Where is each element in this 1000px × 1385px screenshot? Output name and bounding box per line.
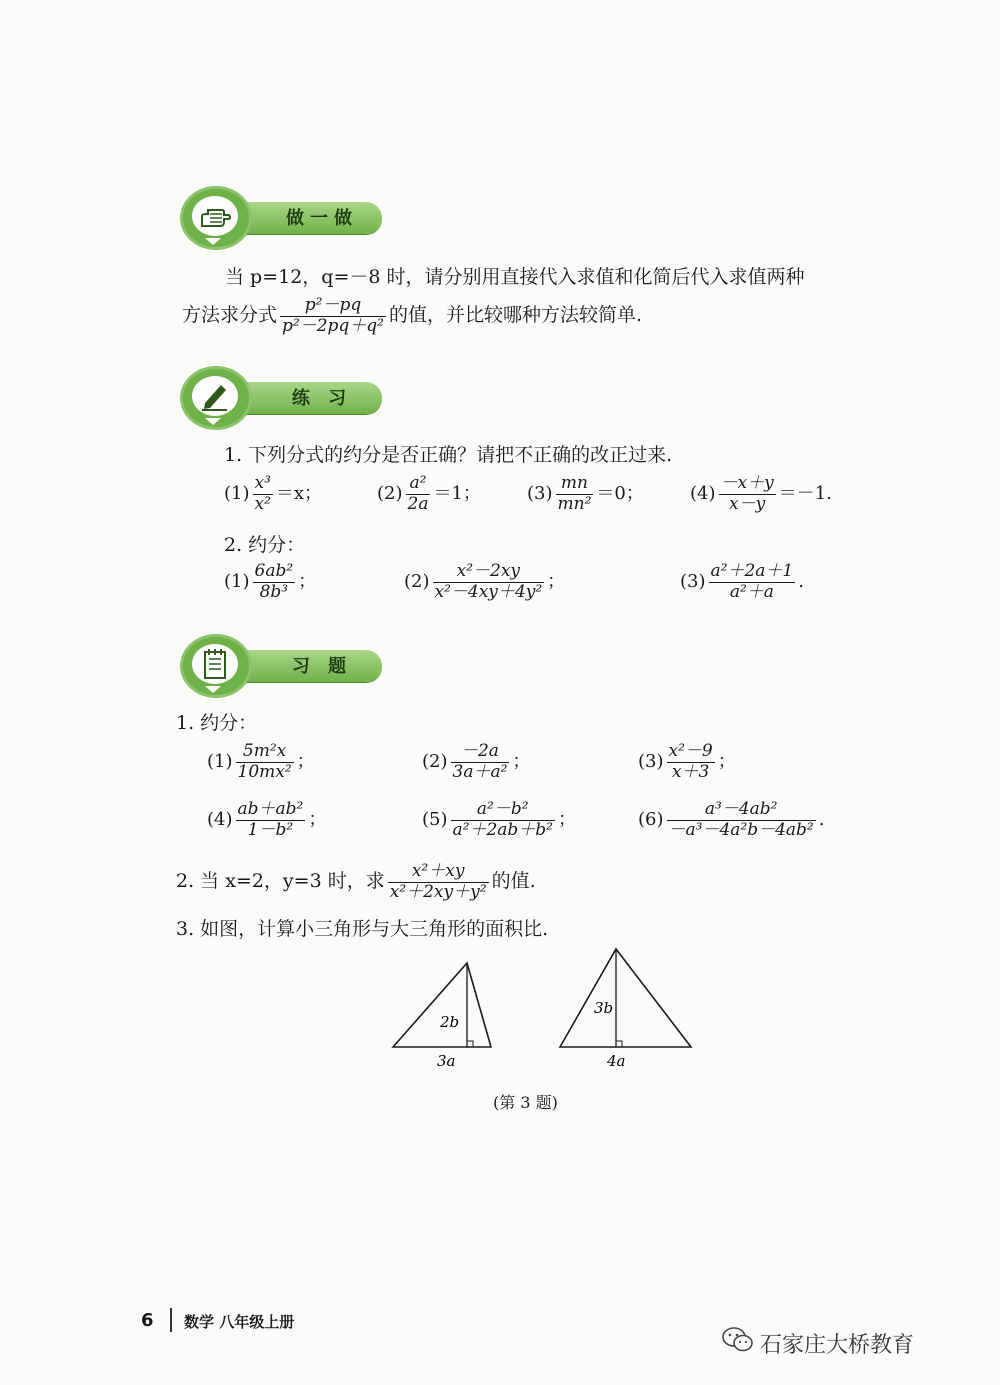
watermark-text: 石家庄大桥教育 [760, 1333, 915, 1358]
practice-q2-item-1: (1) $\frac{\text{6ab²}}{\text{8b³}}$ ； [224, 561, 317, 602]
practice-q1-item-4: (4) $\frac{-x+y}{x-y}$ ＝－1. [690, 473, 832, 514]
do-banner-title: 做一做 [286, 208, 358, 229]
practice-q1-item-2: (2) $\frac{\text{a²}}{2a}$ ＝1； [377, 473, 481, 514]
exercise-q2-fraction: $\frac{\text{x²＋xy}}{\text{x²＋2xy＋y²}}$ [389, 861, 487, 902]
do-line-2-post: 的值，并比较哪种方法较简单. [389, 304, 643, 327]
exercise-q1-item-3: (3) $\frac{\text{x²－9}}{x+3}$ ； [638, 741, 736, 782]
pencil-icon [199, 381, 231, 411]
exercise-q1-item-6: (6) $\frac{\text{a³－4ab²}}{\text{－a³－4a²b－4ab²}}$ . [638, 799, 825, 840]
practice-banner-title: 练 习 [291, 388, 353, 409]
practice-q1: 1. 下列分式的约分是否正确？请把不正确的改正过来. [224, 444, 673, 466]
triangles-figure [385, 945, 705, 1075]
hand-icon [198, 202, 232, 230]
exercise-q3: 3. 如图，计算小三角形与大三角形的面积比. [176, 918, 549, 940]
do-line-1: 当 p=12，q=－8 时，请分别用直接代入求值和化简后代入求值两种 [225, 266, 805, 288]
big-height-label: 3b [594, 999, 614, 1017]
practice-q2-item-2: (2) $\frac{\text{x²－2xy}}{\text{x²－4xy＋4y²}}$ ； [404, 561, 566, 602]
practice-q2: 2. 约分： [224, 534, 306, 556]
notebook-icon [201, 648, 229, 680]
book-title: 数学 八年级上册 [184, 1313, 295, 1331]
exercise-q1: 1. 约分： [176, 712, 258, 734]
exercise-banner [180, 644, 385, 688]
practice-q2-item-3: (3) $\frac{\text{a²＋2a＋1}}{\text{a²＋a}}$ . [680, 561, 804, 602]
exercise-banner-title: 习 题 [291, 656, 353, 677]
do-fraction [280, 296, 386, 336]
do-line-2-pre: 方法求分式 [182, 304, 278, 327]
big-triangle [560, 949, 691, 1047]
exercise-q1-item-5: (5) $\frac{\text{a²－b²}}{\text{a²＋2ab＋b²}}$ ； [422, 799, 576, 840]
practice-q1-item-3: (3) $\frac{mn}{\text{mn²}}$ ＝0； [527, 473, 644, 514]
do-fraction-den: p²－2pq＋q² [282, 315, 384, 336]
practice-banner [180, 376, 385, 420]
practice-q1-item-1: (1) $\frac{\text{x³}}{\text{x²}}$ ＝x； [224, 473, 323, 514]
footer-divider [170, 1308, 172, 1332]
small-base-label: 3a [437, 1052, 456, 1070]
do-line-2 [182, 296, 642, 336]
big-base-label: 4a [607, 1052, 626, 1070]
page-number: 6 [141, 1310, 154, 1331]
small-height-label: 2b [440, 1013, 460, 1031]
exercise-q1-item-1: (1) $\frac{\text{5m²x}}{\text{10mx²}}$ ； [207, 741, 315, 782]
do-banner [180, 196, 385, 240]
exercise-q1-item-4: (4) $\frac{\text{ab＋ab²}}{\text{1－b²}}$ ； [207, 799, 327, 840]
exercise-q2: 2. 当 x=2，y=3 时，求 $\frac{\text{x²＋xy}}{\text{x²＋2xy＋y²}}$ 的值. [176, 861, 536, 902]
figure-caption: (第 3 题) [493, 1093, 558, 1112]
small-triangle [393, 963, 491, 1047]
do-fraction-num: p²－pq [280, 296, 386, 317]
exercise-q1-item-2: (2) $\frac{-2a}{\text{3a＋a²}}$ ； [422, 741, 531, 782]
wechat-icon [722, 1326, 754, 1354]
